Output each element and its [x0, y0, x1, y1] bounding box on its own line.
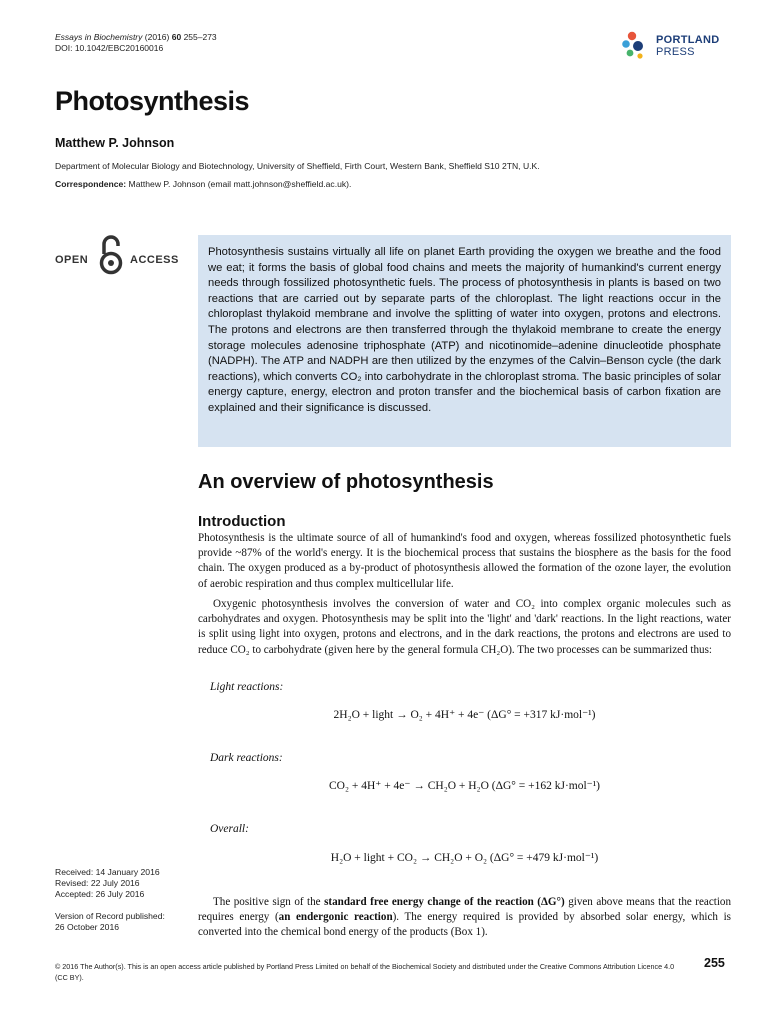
journal-volume: 60	[171, 32, 182, 42]
equation-label-overall: Overall:	[210, 823, 249, 835]
section-heading: An overview of photosynthesis	[198, 471, 494, 493]
equation-overall: H₂O + light + CO₂ → CH₂O + O₂ (ΔG° = +479 kJ·mol⁻¹)	[330, 852, 599, 864]
vor-date: 26 October 2016	[55, 922, 120, 932]
paragraph-1: Photosynthesis is the ultimate source of all of humankind's food and oxygen, whereas fossilized photosynthetic fuels provide ~87% of the world's energy. It is the biochemical process that sustains the biosphere as the basis for the food chain. The oxygen produced as a by-product of photosynthesis allowed the formation of the ozone layer, the evolution of aerobic respiration and thus complex multicellular life.	[198, 532, 731, 590]
correspondence-label: Correspondence:	[55, 179, 127, 189]
logo-dot-lightblue	[622, 40, 630, 48]
journal-pages: 255–273	[183, 32, 217, 42]
publisher-line2: PRESS	[656, 46, 695, 58]
paragraph-2: Oxygenic photosynthesis involves the conversion of water and CO₂ into complex organic molecules such as carbohydrates and oxygen. Photosynthesis may be split into the 'light' and 'dark' reactions. In the light reactions, water is split using light into oxygen, protons and electrons, and in the dark reactions, the protons and electrons are used to reduce CO₂ to carbohydrate (given here by the general formula CH₂O). The two processes can be summarized thus:	[198, 598, 731, 656]
vor-label: Version of Record published:	[55, 911, 165, 921]
received-date: Received: 14 January 2016	[55, 867, 160, 877]
journal-year: (2016)	[144, 32, 170, 42]
paragraph-3-text-a: The positive sign of the	[213, 896, 325, 908]
correspondence-text[interactable]: Matthew P. Johnson (email matt.johnson@sheffield.ac.uk).	[128, 179, 352, 189]
subsection-heading: Introduction	[198, 513, 286, 530]
open-access-access-text: ACCESS	[130, 254, 179, 266]
accepted-date: Accepted: 26 July 2016	[55, 889, 145, 899]
paragraph-3-text-b: given above means that the reaction requires energy (	[198, 896, 732, 924]
logo-dot-yellow	[637, 53, 642, 58]
article-title: Photosynthesis	[55, 86, 250, 116]
logo-dot-green	[627, 50, 634, 57]
paragraph-3-bold-b: an endergonic reaction	[278, 911, 393, 924]
logo-dot-red	[628, 32, 636, 40]
journal-name: Essays in Biochemistry	[55, 32, 143, 42]
equation-light: 2H₂O + light → O₂ + 4H⁺ + 4e⁻ (ΔG° = +317 kJ·mol⁻¹)	[333, 709, 596, 721]
equation-label-dark: Dark reactions:	[210, 752, 283, 764]
publisher-line1: PORTLAND	[656, 34, 720, 46]
equation-dark: CO₂ + 4H⁺ + 4e⁻ → CH₂O + H₂O (ΔG° = +162 kJ·mol⁻¹)	[328, 780, 601, 792]
correspondence	[55, 179, 351, 189]
open-access-lock-icon	[99, 234, 123, 276]
affiliation: Department of Molecular Biology and Biotechnology, University of Sheffield, Firth Court, Western Bank, Sheffield S10 2TN, U.K.	[55, 161, 540, 171]
open-access-open-text: OPEN	[55, 254, 89, 266]
equation-label-light: Light reactions:	[210, 681, 284, 693]
paragraph-3-text-c: ). The energy required is provided by absorbed solar energy, which is converted into the chemical bond energy of the products (Box 1).	[198, 911, 731, 939]
publisher-name	[656, 34, 720, 58]
logo-dot-navy	[633, 41, 643, 51]
paragraph-3	[198, 895, 731, 941]
abstract-box: Photosynthesis sustains virtually all life on planet Earth providing the oxygen we breathe and the food we eat; it forms the basis of global food chains and meets the majority of humankind's current energy needs through fossilized photosynthetic fuels. The process of photosynthesis in plants is based on two reactions that are carried out by separate parts of the chloroplast. The light reactions occur in the chloroplast thylakoid membrane and involve the splitting of water into oxygen, protons and electrons. The protons and electrons are then transferred through the thylakoid membrane to create the energy storage molecules adenosine triphosphate (ATP) and nicotinomide–adenine dinucleotide phosphate (NADPH). The ATP and NADPH are then utilized by the enzymes of the Calvin–Benson cycle (the dark reactions), which converts CO₂ into carbohydrate in the chloroplast stroma. The basic principles of solar energy capture, energy, electron and proton transfer and the biochemical basis of carbon fixation are explained and their significance is discussed.	[198, 235, 731, 447]
author-name: Matthew P. Johnson	[55, 136, 175, 150]
doi[interactable]: DOI: 10.1042/EBC20160016	[55, 43, 164, 53]
license-footer: © 2016 The Author(s). This is an open access article published by Portland Press Limited on behalf of the Biochemical Society and distributed under the Creative Commons Attribution Licence 4.0 (CC BY).	[55, 962, 675, 982]
revised-date: Revised: 22 July 2016	[55, 878, 140, 888]
page-number: 255	[704, 956, 725, 970]
paragraph-3-bold-a: standard free energy change of the reaction (ΔG°)	[324, 896, 565, 908]
journal-citation	[55, 32, 217, 54]
